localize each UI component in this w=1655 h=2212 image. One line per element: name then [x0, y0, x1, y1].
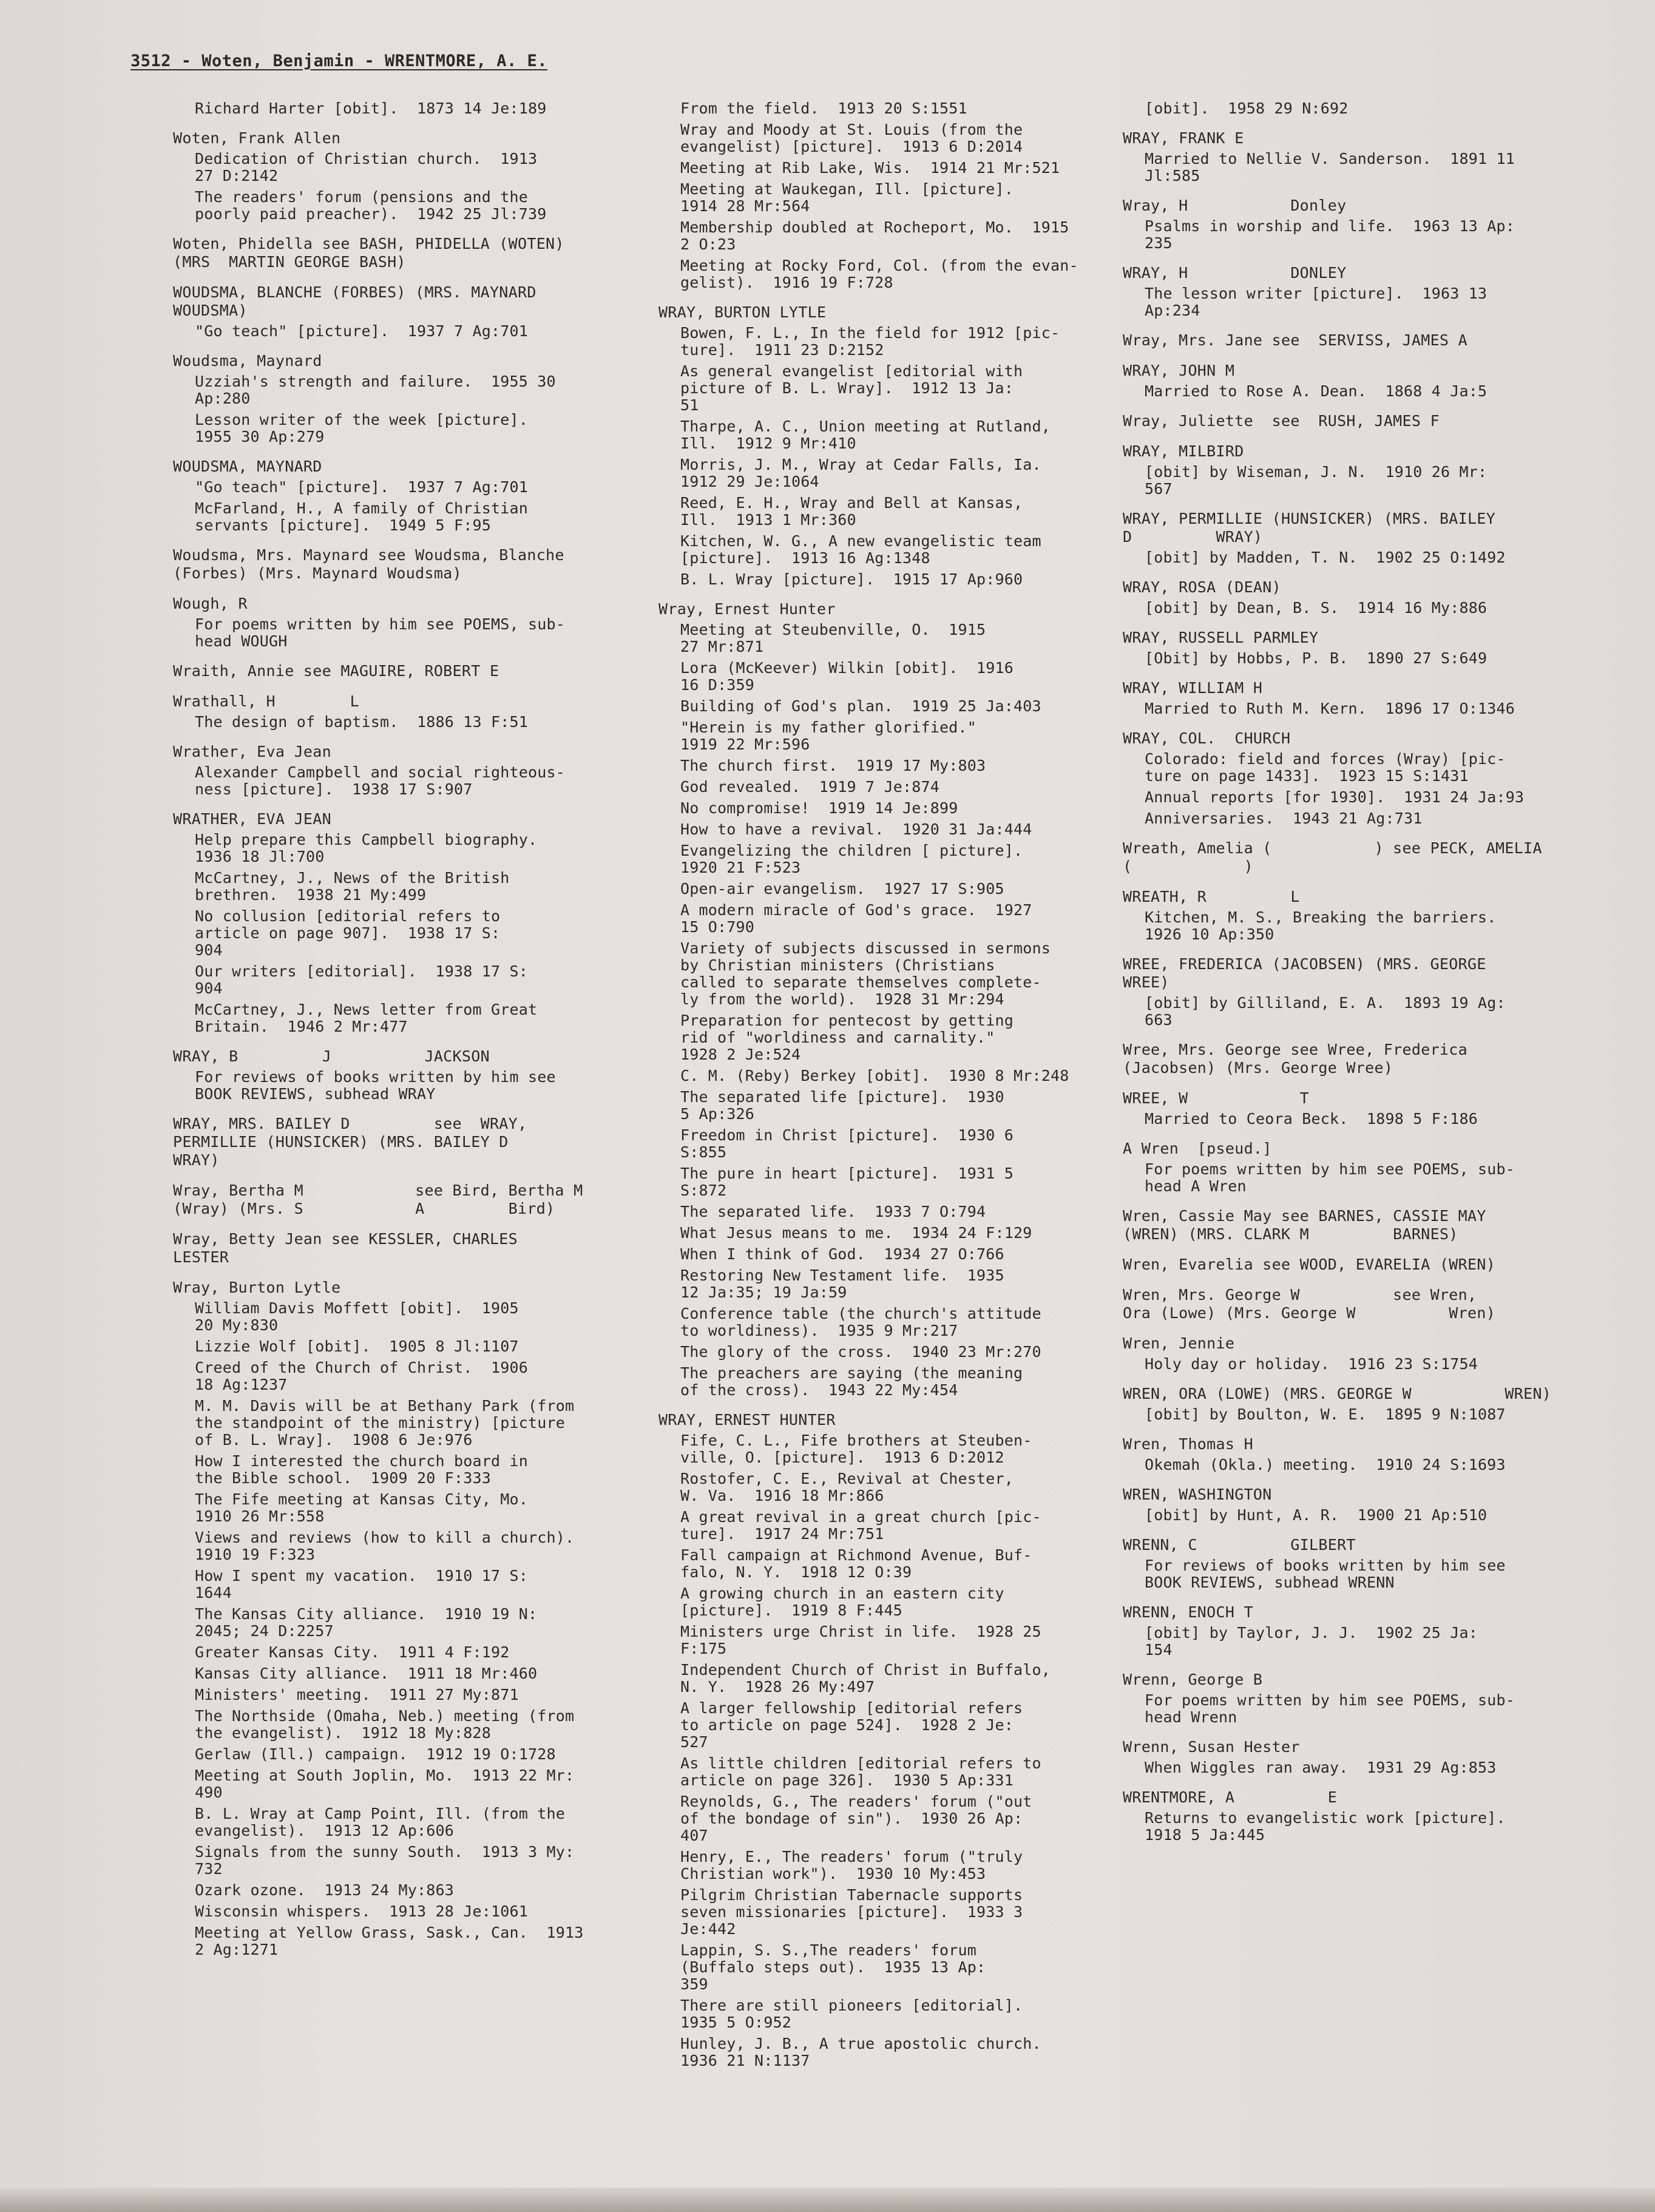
- entry-citation: How I spent my vacation. 1910 17 S: 1644: [195, 1567, 529, 1602]
- entry-citation: Married to Rose A. Dean. 1868 4 Ja:5: [1145, 382, 1487, 400]
- entry-heading: WRAY, BURTON LYTLE: [658, 303, 827, 321]
- entry-citation: Kitchen, W. G., A new evangelistic team [picture]. 1913 16 Ag:1348: [680, 532, 1041, 567]
- entry-citation: "Herein is my father glorified." 1919 22 Mr:596: [680, 719, 977, 753]
- entry-citation: "Go teach" [picture]. 1937 7 Ag:701: [195, 478, 529, 496]
- entry-heading: WRAY, MRS. BAILEY D see WRAY, PERMILLIE (HUNSICKER) (MRS. BAILEY D WRAY): [173, 1115, 527, 1169]
- index-column-3: [1123, 97, 1560, 1856]
- entry-heading: Wrenn, George B: [1123, 1671, 1263, 1688]
- entry-heading: Wree, Mrs. George see Wree, Frederica (Jacobsen) (Mrs. George Wree): [1123, 1041, 1467, 1077]
- entry-heading: WOUDSMA, MAYNARD: [173, 458, 322, 475]
- entry-heading: WREN, WASHINGTON: [1123, 1486, 1272, 1503]
- entry-heading: Woten, Phidella see BASH, PHIDELLA (WOTEN) (MRS MARTIN GEORGE BASH): [173, 235, 564, 271]
- entry-heading: Wray, Juliette see RUSH, JAMES F: [1123, 412, 1440, 430]
- entry-citation: The Northside (Omaha, Neb.) meeting (from the evangelist). 1912 18 My:828: [195, 1707, 575, 1742]
- entry-citation: Ozark ozone. 1913 24 My:863: [195, 1881, 455, 1899]
- entry-citation: No compromise! 1919 14 Je:899: [680, 799, 958, 817]
- entry-heading: WRAY, FRANK E: [1123, 129, 1244, 147]
- entry-heading: Woudsma, Mrs. Maynard see Woudsma, Blanche (Forbes) (Mrs. Maynard Woudsma): [173, 546, 564, 582]
- index-entry: [173, 1182, 610, 1218]
- entry-citation: Henry, E., The readers' forum ("truly Christian work"). 1930 10 My:453: [680, 1848, 1023, 1882]
- entry-citation: What Jesus means to me. 1934 24 F:129: [680, 1224, 1032, 1242]
- index-entry: [1123, 1603, 1560, 1659]
- entry-citation: The separated life [picture]. 1930 5 Ap:326: [680, 1088, 1004, 1123]
- index-column-2: [658, 97, 1095, 2082]
- entry-citation: The preachers are saying (the meaning of the cross). 1943 22 My:454: [680, 1364, 1023, 1399]
- index-entry: [1123, 1334, 1560, 1373]
- index-entry: [1123, 729, 1560, 827]
- entry-citation: When Wiggles ran away. 1931 29 Ag:853: [1145, 1759, 1497, 1776]
- entry-citation: For poems written by him see POEMS, sub- head WOUGH: [195, 615, 566, 650]
- index-entry: [173, 810, 610, 1035]
- entry-citation: The pure in heart [picture]. 1931 5 S:872: [680, 1165, 1014, 1199]
- entry-heading: Wrenn, Susan Hester: [1123, 1738, 1300, 1756]
- entry-citation: Married to Ruth M. Kern. 1896 17 O:1346: [1145, 700, 1515, 717]
- entry-citation: For reviews of books written by him see BOOK REVIEWS, subhead WRENN: [1145, 1557, 1506, 1591]
- entry-heading: A Wren [pseud.]: [1123, 1140, 1272, 1157]
- entry-citation: As little children [editorial refers to article on page 326]. 1930 5 Ap:331: [680, 1754, 1041, 1789]
- entry-citation: The Kansas City alliance. 1910 19 N: 2045; 24 D:2257: [195, 1605, 538, 1640]
- index-entry: [1123, 264, 1560, 319]
- entry-citation: Alexander Campbell and social righteous- ness [picture]. 1938 17 S:907: [195, 763, 566, 798]
- entry-heading: WRENTMORE, A E: [1123, 1788, 1338, 1806]
- entry-citation: From the field. 1913 20 S:1551: [680, 100, 967, 117]
- entry-citation: William Davis Moffett [obit]. 1905 20 My:830: [195, 1299, 519, 1334]
- entry-citation: [obit]. 1958 29 N:692: [1145, 100, 1349, 117]
- entry-heading: Wray, Burton Lytle: [173, 1279, 341, 1296]
- entry-citation: Preparation for pentecost by getting rid of "worldiness and carnality." 1928 2 Je:524: [680, 1012, 1014, 1063]
- index-entry: [173, 283, 610, 340]
- entry-heading: WRENN, ENOCH T: [1123, 1603, 1253, 1621]
- index-entry: [173, 692, 610, 731]
- entry-heading: WOUDSMA, BLANCHE (FORBES) (MRS. MAYNARD WOUDSMA): [173, 283, 536, 319]
- entry-citation: Views and reviews (how to kill a church). 1910 19 F:323: [195, 1529, 575, 1563]
- index-entry: [173, 546, 610, 583]
- index-entry: [173, 1047, 610, 1103]
- entry-citation: The lesson writer [picture]. 1963 13 Ap:234: [1145, 285, 1487, 319]
- entry-citation: As general evangelist [editorial with picture of B. L. Wray]. 1912 13 Ja: 51: [680, 362, 1023, 414]
- entry-citation: Signals from the sunny South. 1913 3 My: 732: [195, 1843, 575, 1878]
- entry-citation: No collusion [editorial refers to article on page 907]. 1938 17 S: 904: [195, 907, 501, 959]
- index-entry: [1123, 629, 1560, 667]
- entry-citation: Returns to evangelistic work [picture]. 1918 5 Ja:445: [1145, 1809, 1506, 1844]
- entry-heading: Wray, Betty Jean see KESSLER, CHARLES LESTER: [173, 1230, 518, 1266]
- entry-citation: For reviews of books written by him see BOOK REVIEWS, subhead WRAY: [195, 1068, 556, 1103]
- entry-heading: WREE, FREDERICA (JACOBSEN) (MRS. GEORGE WREE): [1123, 955, 1486, 991]
- index-entry: [1123, 839, 1560, 876]
- index-entry: [173, 352, 610, 445]
- entry-citation: [obit] by Dean, B. S. 1914 16 My:886: [1145, 599, 1487, 617]
- index-entry: [173, 458, 610, 534]
- entry-citation: Open-air evangelism. 1927 17 S:905: [680, 880, 1004, 898]
- entry-heading: WRENN, C GILBERT: [1123, 1536, 1356, 1554]
- index-entry: [1123, 1738, 1560, 1776]
- entry-citation: Fall campaign at Richmond Avenue, Buf- falo, N. Y. 1918 12 O:39: [680, 1546, 1032, 1581]
- entry-heading: Wraith, Annie see MAGUIRE, ROBERT E: [173, 662, 499, 680]
- entry-heading: Woudsma, Maynard: [173, 352, 322, 370]
- entry-citation: Meeting at Rib Lake, Wis. 1914 21 Mr:521: [680, 159, 1060, 177]
- entry-citation: McFarland, H., A family of Christian servants [picture]. 1949 5 F:95: [195, 499, 529, 534]
- entry-citation: Meeting at Rocky Ford, Col. (from the evan- gelist). 1916 19 F:728: [680, 257, 1078, 291]
- entry-citation: Reynolds, G., The readers' forum ("out of the bondage of sin"). 1930 26 Ap: 407: [680, 1793, 1032, 1844]
- index-entry: [1123, 679, 1560, 717]
- entry-citation: Morris, J. M., Wray at Cedar Falls, Ia. 1912 29 Je:1064: [680, 456, 1041, 490]
- index-entry: [658, 1411, 1095, 2069]
- entry-citation: Hunley, J. B., A true apostolic church. 1936 21 N:1137: [680, 2035, 1041, 2069]
- entry-heading: WRAY, RUSSELL PARMLEY: [1123, 629, 1319, 646]
- entry-citation: [obit] by Gilliland, E. A. 1893 19 Ag: 663: [1145, 994, 1506, 1029]
- entry-heading: WRAY, ROSA (DEAN): [1123, 578, 1281, 596]
- entry-citation: Ministers urge Christ in life. 1928 25 F:175: [680, 1623, 1041, 1657]
- entry-citation: For poems written by him see POEMS, sub- head A Wren: [1145, 1160, 1515, 1195]
- entry-citation: A great revival in a great church [pic- ture]. 1917 24 Mr:751: [680, 1508, 1041, 1543]
- entry-citation: A larger fellowship [editorial refers to article on page 524]. 1928 2 Je: 527: [680, 1699, 1023, 1751]
- index-entry: [658, 303, 1095, 588]
- index-entry: [173, 1230, 610, 1267]
- entry-citation: Our writers [editorial]. 1938 17 S: 904: [195, 962, 529, 997]
- entry-citation: Evangelizing the children [ picture]. 1920 21 F:523: [680, 842, 1023, 876]
- index-entry: [1123, 1536, 1560, 1591]
- entry-citation: Lappin, S. S.,The readers' forum (Buffalo steps out). 1935 13 Ap: 359: [680, 1941, 986, 1993]
- entry-citation: Fife, C. L., Fife brothers at Steuben- ville, O. [picture]. 1913 6 D:2012: [680, 1432, 1032, 1466]
- entry-citation: M. M. Davis will be at Bethany Park (from the standpoint of the ministry) [picture of B. L. Wray]. 1908 6 Je:976: [195, 1397, 575, 1449]
- entry-citation: Independent Church of Christ in Buffalo, N. Y. 1928 26 My:497: [680, 1661, 1051, 1696]
- entry-heading: WREN, ORA (LOWE) (MRS. GEORGE W WREN): [1123, 1385, 1552, 1402]
- index-entry: [1123, 1385, 1560, 1423]
- entry-citation: God revealed. 1919 7 Je:874: [680, 778, 940, 796]
- index-entry: [173, 1115, 610, 1169]
- entry-citation: Membership doubled at Rocheport, Mo. 1915 2 O:23: [680, 218, 1069, 253]
- entry-heading: Wough, R: [173, 595, 248, 612]
- entry-heading: Wray, Ernest Hunter: [658, 600, 836, 618]
- entry-citation: Meeting at South Joplin, Mo. 1913 22 Mr: 490: [195, 1767, 575, 1801]
- entry-citation: There are still pioneers [editorial]. 1935 5 O:952: [680, 1997, 1023, 2031]
- entry-citation: B. L. Wray at Camp Point, Ill. (from the evangelist). 1913 12 Ap:606: [195, 1805, 566, 1839]
- entry-citation: C. M. (Reby) Berkey [obit]. 1930 8 Mr:248: [680, 1067, 1069, 1084]
- entry-heading: WRAY, MILBIRD: [1123, 442, 1244, 460]
- entry-citation: Meeting at Waukegan, Ill. [picture]. 1914 28 Mr:564: [680, 180, 1014, 215]
- index-entry: [1123, 1140, 1560, 1195]
- entry-heading: Woten, Frank Allen: [173, 129, 341, 147]
- entry-heading: Wray, Bertha M see Bird, Bertha M (Wray) (Mrs. S A Bird): [173, 1182, 583, 1217]
- entry-citation: How I interested the church board in the Bible school. 1909 20 F:333: [195, 1452, 529, 1487]
- entry-heading: Wray, Mrs. Jane see SERVISS, JAMES A: [1123, 331, 1467, 349]
- entry-citation: Ministers' meeting. 1911 27 My:871: [195, 1686, 519, 1703]
- entry-citation: Creed of the Church of Christ. 1906 18 Ag:1237: [195, 1359, 529, 1393]
- entry-citation: [obit] by Taylor, J. J. 1902 25 Ja: 154: [1145, 1624, 1478, 1659]
- entry-heading: Wren, Thomas H: [1123, 1435, 1253, 1453]
- entry-heading: WRAY, ERNEST HUNTER: [658, 1411, 836, 1429]
- index-entry: [1123, 100, 1560, 117]
- entry-citation: Restoring New Testament life. 1935 12 Ja:35; 19 Ja:59: [680, 1267, 1004, 1301]
- entry-citation: [obit] by Hunt, A. R. 1900 21 Ap:510: [1145, 1506, 1487, 1524]
- index-entry: [1123, 442, 1560, 498]
- entry-heading: Wrather, Eva Jean: [173, 743, 331, 760]
- entry-citation: Variety of subjects discussed in sermons by Christian ministers (Christians called to separate themselves complete- ly from the world). 1928 31 Mr:294: [680, 939, 1051, 1008]
- index-entry: [1123, 1486, 1560, 1524]
- entry-heading: Wren, Mrs. George W see Wren, Ora (Lowe) (Mrs. George W Wren): [1123, 1286, 1496, 1322]
- entry-heading: Wren, Jennie: [1123, 1334, 1235, 1352]
- index-entry: [658, 100, 1095, 291]
- entry-heading: Wren, Evarelia see WOOD, EVARELIA (WREN): [1123, 1256, 1496, 1273]
- page-bottom-edge: [0, 2188, 1655, 2212]
- index-entry: [1123, 129, 1560, 184]
- entry-citation: McCartney, J., News of the British brethren. 1938 21 My:499: [195, 869, 510, 904]
- entry-citation: When I think of God. 1934 27 O:766: [680, 1245, 1004, 1263]
- entry-heading: WRAY, JOHN M: [1123, 362, 1235, 379]
- index-entry: [1123, 1286, 1560, 1322]
- entry-citation: [obit] by Boulton, W. E. 1895 9 N:1087: [1145, 1405, 1506, 1423]
- entry-citation: [Obit] by Hobbs, P. B. 1890 27 S:649: [1145, 649, 1487, 667]
- index-entry: [1123, 362, 1560, 400]
- entry-citation: [obit] by Wiseman, J. N. 1910 26 Mr: 567: [1145, 463, 1487, 498]
- entry-citation: Gerlaw (Ill.) campaign. 1912 19 O:1728: [195, 1745, 556, 1763]
- entry-citation: The Fife meeting at Kansas City, Mo. 1910 26 Mr:558: [195, 1490, 529, 1525]
- entry-citation: Conference table (the church's attitude to worldiness). 1935 9 Mr:217: [680, 1305, 1041, 1339]
- entry-citation: A modern miracle of God's grace. 1927 15 O:790: [680, 901, 1032, 936]
- entry-citation: The church first. 1919 17 My:803: [680, 757, 986, 774]
- entry-citation: Uzziah's strength and failure. 1955 30 Ap:280: [195, 373, 556, 407]
- entry-citation: A growing church in an eastern city [picture]. 1919 8 F:445: [680, 1585, 1004, 1619]
- entry-heading: Wray, H Donley: [1123, 197, 1347, 214]
- entry-citation: Pilgrim Christian Tabernacle supports seven missionaries [picture]. 1933 3 Je:442: [680, 1886, 1023, 1938]
- index-entry: [1123, 510, 1560, 566]
- index-column-1: [173, 97, 610, 1970]
- index-entry: [1123, 578, 1560, 617]
- index-entry: [1123, 888, 1560, 943]
- index-entry: [173, 662, 610, 680]
- entry-citation: Wisconsin whispers. 1913 28 Je:1061: [195, 1903, 529, 1920]
- entry-citation: Meeting at Yellow Grass, Sask., Can. 1913 2 Ag:1271: [195, 1924, 584, 1958]
- entry-citation: Psalms in worship and life. 1963 13 Ap: 235: [1145, 217, 1515, 252]
- index-entry: [173, 595, 610, 650]
- entry-heading: WRAY, WILLIAM H: [1123, 679, 1263, 697]
- entry-citation: Freedom in Christ [picture]. 1930 6 S:855: [680, 1126, 1014, 1161]
- entry-citation: Richard Harter [obit]. 1873 14 Je:189: [195, 100, 547, 117]
- entry-heading: WRAY, COL. CHURCH: [1123, 729, 1291, 747]
- entry-citation: [obit] by Madden, T. N. 1902 25 O:1492: [1145, 549, 1506, 566]
- entry-citation: Rostofer, C. E., Revival at Chester, W. Va. 1916 18 Mr:866: [680, 1470, 1014, 1504]
- entry-heading: Wrathall, H L: [173, 692, 360, 710]
- entry-citation: Meeting at Steubenville, O. 1915 27 Mr:871: [680, 621, 986, 655]
- entry-citation: Anniversaries. 1943 21 Ag:731: [1145, 810, 1423, 827]
- index-entry: [173, 1279, 610, 1958]
- entry-citation: Building of God's plan. 1919 25 Ja:403: [680, 697, 1041, 715]
- entry-citation: McCartney, J., News letter from Great Britain. 1946 2 Mr:477: [195, 1001, 538, 1035]
- entry-citation: Wray and Moody at St. Louis (from the evangelist) [picture]. 1913 6 D:2014: [680, 121, 1023, 155]
- index-entry: [1123, 331, 1560, 350]
- entry-heading: Wren, Cassie May see BARNES, CASSIE MAY (WREN) (MRS. CLARK M BARNES): [1123, 1207, 1486, 1243]
- entry-citation: The glory of the cross. 1940 23 Mr:270: [680, 1343, 1041, 1361]
- index-entry: [1123, 955, 1560, 1029]
- entry-citation: Lora (McKeever) Wilkin [obit]. 1916 16 D:359: [680, 659, 1014, 694]
- index-entry: [1123, 1256, 1560, 1274]
- entry-heading: Wreath, Amelia ( ) see PECK, AMELIA ( ): [1123, 839, 1542, 875]
- index-entry: [1123, 1671, 1560, 1726]
- index-entry: [1123, 1041, 1560, 1077]
- index-entry: [173, 129, 610, 223]
- entry-citation: Holy day or holiday. 1916 23 S:1754: [1145, 1355, 1478, 1373]
- entry-citation: Married to Nellie V. Sanderson. 1891 11 Jl:585: [1145, 150, 1515, 184]
- entry-heading: WREATH, R L: [1123, 888, 1300, 905]
- entry-citation: Lizzie Wolf [obit]. 1905 8 Jl:1107: [195, 1338, 519, 1355]
- entry-citation: Tharpe, A. C., Union meeting at Rutland, Ill. 1912 9 Mr:410: [680, 418, 1051, 452]
- index-entry: [658, 600, 1095, 1399]
- entry-citation: Bowen, F. L., In the field for 1912 [pic- ture]. 1911 23 D:2152: [680, 324, 1060, 359]
- entry-heading: WRAY, PERMILLIE (HUNSICKER) (MRS. BAILEY D WRAY): [1123, 510, 1496, 546]
- entry-citation: For poems written by him see POEMS, sub- head Wrenn: [1145, 1691, 1515, 1726]
- entry-citation: Dedication of Christian church. 1913 27 D:2142: [195, 150, 538, 184]
- entry-citation: Reed, E. H., Wray and Bell at Kansas, Ill. 1913 1 Mr:360: [680, 494, 1023, 529]
- entry-citation: Kitchen, M. S., Breaking the barriers. 1926 10 Ap:350: [1145, 908, 1497, 943]
- index-entry: [173, 100, 610, 117]
- index-entry: [1123, 412, 1560, 430]
- entry-citation: How to have a revival. 1920 31 Ja:444: [680, 820, 1032, 838]
- entry-citation: Okemah (Okla.) meeting. 1910 24 S:1693: [1145, 1456, 1506, 1473]
- index-entry: [173, 743, 610, 798]
- index-entry: [1123, 197, 1560, 252]
- entry-citation: Married to Ceora Beck. 1898 5 F:186: [1145, 1110, 1478, 1128]
- index-entry: [1123, 1788, 1560, 1844]
- entry-heading: WRAY, H DONLEY: [1123, 264, 1347, 282]
- entry-heading: WRAY, B J JACKSON: [173, 1047, 490, 1065]
- entry-citation: Lesson writer of the week [picture]. 1955 30 Ap:279: [195, 411, 529, 445]
- index-entry: [173, 235, 610, 271]
- entry-citation: Annual reports [for 1930]. 1931 24 Ja:93: [1145, 788, 1525, 806]
- entry-citation: The readers' forum (pensions and the poorly paid preacher). 1942 25 Jl:739: [195, 188, 547, 223]
- index-entry: [1123, 1207, 1560, 1243]
- entry-citation: The separated life. 1933 7 O:794: [680, 1203, 986, 1220]
- entry-citation: Colorado: field and forces (Wray) [pic- ture on page 1433]. 1923 15 S:1431: [1145, 750, 1506, 785]
- entry-citation: Greater Kansas City. 1911 4 F:192: [195, 1643, 510, 1661]
- page-header: 3512 - Woten, Benjamin - WRENTMORE, A. E.: [130, 52, 547, 70]
- entry-citation: B. L. Wray [picture]. 1915 17 Ap:960: [680, 570, 1023, 588]
- entry-citation: The design of baptism. 1886 13 F:51: [195, 713, 529, 731]
- index-entry: [1123, 1435, 1560, 1473]
- entry-citation: "Go teach" [picture]. 1937 7 Ag:701: [195, 322, 529, 340]
- entry-heading: WREE, W T: [1123, 1089, 1310, 1107]
- entry-heading: WRATHER, EVA JEAN: [173, 810, 331, 828]
- entry-citation: Help prepare this Campbell biography. 1936 18 Jl:700: [195, 831, 538, 865]
- entry-citation: Kansas City alliance. 1911 18 Mr:460: [195, 1665, 538, 1682]
- index-entry: [1123, 1089, 1560, 1128]
